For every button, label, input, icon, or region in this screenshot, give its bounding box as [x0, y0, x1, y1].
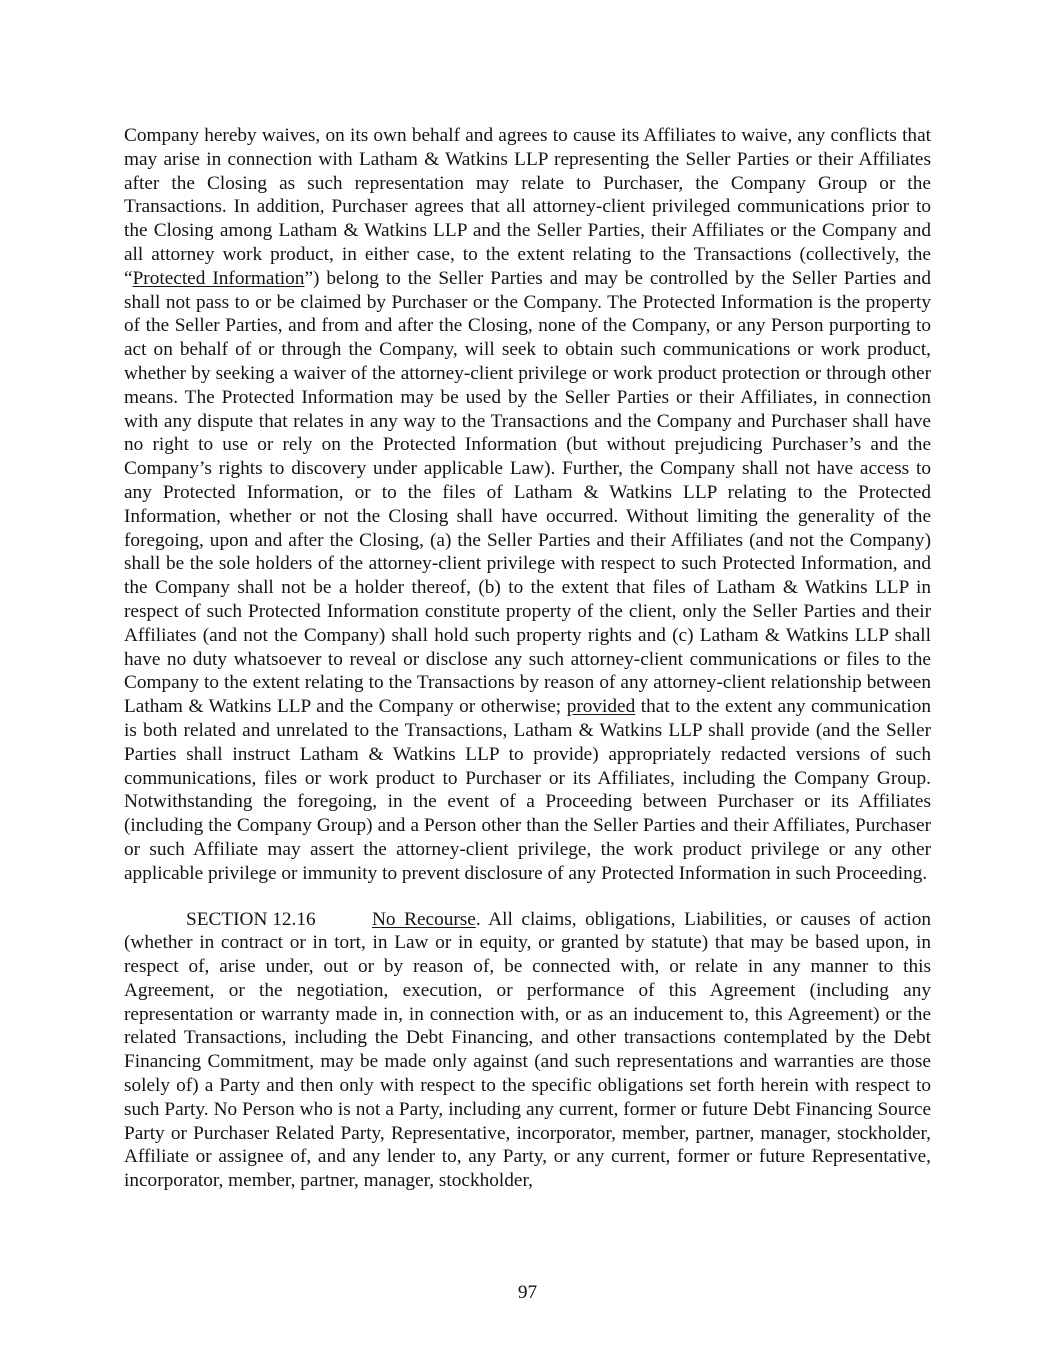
section-12-16-paragraph	[124, 908, 931, 1194]
section-heading: No Recourse	[372, 908, 476, 930]
paragraph-protected-information	[124, 124, 931, 886]
section-number: SECTION 12.16	[186, 908, 316, 930]
paragraph-text: that to the extent any communication is both related and unrelated to the Transactions, Latham & Watkins LLP shall provide (and the Seller Parties shall instruct Latham & Watkins LLP to provide) appropriately redacted versions of such communications, files or work product to Purchaser or its Affiliates, including the Company Group. Notwithstanding the foregoing, in the event of a Proceeding between Purchaser or its Affiliates (including the Company Group) and a Person other than the Seller Parties and their Affiliates, Purchaser or such Affiliate may assert the attorney-client privilege, the work product privilege or any other applicable privilege or immunity to prevent disclosure of any Protected Information in such Proceeding.	[124, 696, 932, 884]
page-number: 97	[517, 1282, 538, 1303]
paragraph-text: ”) belong to the Seller Parties and may be controlled by the Seller Parties and shall not pass to or be claimed by Purchaser or the Company. The Protected Information is the property of the Seller Parties, and from and after the Closing, none of the Company, or any Person purporting to act on behalf of or through the Company, will seek to obtain such communications or work product, whether by seeking a waiver of the attorney-client privilege or work product protection or through other means. The Protected Information may be used by the Seller Parties or their Affiliates, in connection with any dispute that relates in any way to the Transactions and the Company and Purchaser shall have no right to use or rely on the Protected Information (but without prejudicing Purchaser’s and the Company’s rights to discovery under applicable Law). Further, the Company shall not have access to any Protected Information, or to the files of Latham & Watkins LLP relating to the Protected Information, whether or not the Closing shall have occurred. Without limiting the generality of the foregoing, upon and after the Closing, (a) the Seller Parties and their Affiliates (and not the Company) shall be the sole holders of the attorney-client privilege with respect to such Protected Information, and the Company shall not be a holder thereof, (b) to the extent that files of Latham & Watkins LLP in respect of such Protected Information constitute property of the client, only the Seller Parties and their Affiliates (and not the Company) shall hold such property rights and (c) Latham & Watkins LLP shall have no duty whatsoever to reveal or disclose any such attorney-client communications or files to the Company to the extent relating to the Transactions by reason of any attorney-client relationship between Latham & Watkins LLP and the Company or otherwise;	[124, 267, 931, 718]
document-page	[124, 124, 931, 1193]
proviso-term: provided	[566, 696, 636, 718]
paragraph-text: Company hereby waives, on its own behalf and agrees to cause its Affiliates to waive, any conflicts that may arise in connection with Latham & Watkins LLP representing the Seller Parties or their Affiliates after the Closing as such representation may relate to Purchaser, the Company Group or the Transactions. In addition, Purchaser agrees that all attorney-client privileged communications prior to the Closing among Latham & Watkins LLP and the Seller Parties, their Affiliates or the Company and all attorney work product, in either case, to the extent relating to the Transactions (collectively, the “	[124, 125, 931, 289]
section-text: . All claims, obligations, Liabilities, or causes of action (whether in contract or in tort, in Law or in equity, or granted by statute) that may be based upon, in respect of, arise under, out or by reason of, be connected with, or relate in any manner to this Agreement, or the negotiation, execution, or performance of this Agreement (including any representation or warranty made in, in connection with, or as an inducement to, this Agreement) or the related Transactions, including the Debt Financing, and other transactions contemplated by the Debt Financing Commitment, may be made only against (and such representations and warranties are those solely of) a Party and then only with respect to the specific obligations set forth herein with respect to such Party. No Person who is not a Party, including any current, former or future Debt Financing Source Party or Purchaser Related Party, Representative, incorporator, member, partner, manager, stockholder, Affiliate or assignee of, and any lender to, any Party, or any current, former or future Representative, incorporator, member, partner, manager, stockholder,	[124, 908, 931, 1192]
defined-term-protected-information: Protected Information	[132, 267, 305, 289]
